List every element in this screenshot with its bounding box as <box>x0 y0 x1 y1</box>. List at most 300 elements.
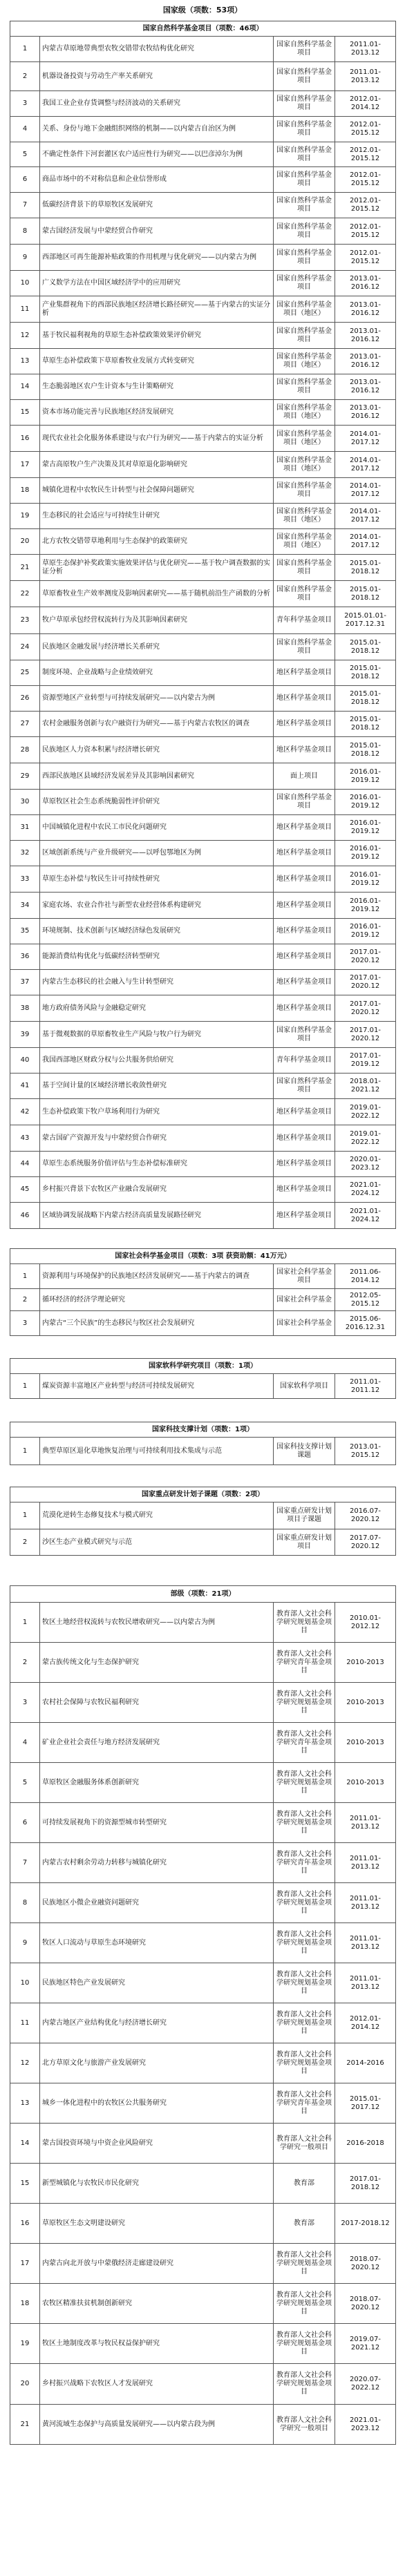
project-name: 城镇化进程中农牧民生计转型与社会保障问题研究 <box>40 478 274 504</box>
project-name: 区域创新系统与产业升级研究——以呼包鄂地区为例 <box>40 841 274 866</box>
project-name: 北方农牧交错带草地利用与生态保护的政策研究 <box>40 529 274 555</box>
project-source: 青年科学基金项目 <box>274 1048 335 1074</box>
project-name: 荒漠化逆转生态修复技术与模式研究 <box>40 1502 274 1529</box>
table-row <box>10 893 396 919</box>
table-row <box>10 1311 396 1336</box>
section-header-row <box>10 1586 396 1603</box>
project-name: 内蒙古地区产业结构优化与经济增长研究 <box>40 2003 274 2043</box>
table-row <box>10 2083 396 2124</box>
row-number: 23 <box>10 607 40 634</box>
row-number: 1 <box>10 1438 40 1465</box>
project-name: 基于空间计量的区域经济增长收敛性研究 <box>40 1074 274 1099</box>
project-source: 国家自然科学基金项目（地区） <box>274 452 335 478</box>
project-period: 2016.01-2019.12 <box>335 919 396 944</box>
project-period: 2017.01-2020.12 <box>335 970 396 995</box>
project-source: 教育部 <box>274 2204 335 2244</box>
project-name: 产业集群视角下的西部民族地区经济增长路径研究——基于内蒙古的实证分析 <box>40 296 274 323</box>
project-period: 2015.01-2018.12 <box>335 712 396 737</box>
project-period: 2015.01-2018.12 <box>335 634 396 660</box>
project-source: 国家科技支撑计划课题 <box>274 1438 335 1465</box>
project-period: 2015.01.01-2017.12.31 <box>335 607 396 634</box>
table-row <box>10 62 396 91</box>
project-name: 资本市场功能完善与民族地区经济发展研究 <box>40 400 274 426</box>
project-source: 教育部人文社会科学研究青年基金项目 <box>274 2083 335 2124</box>
row-number: 46 <box>10 1203 40 1229</box>
project-name: 牧区土地经营权流转与农牧民增收研究——以内蒙古为例 <box>40 1603 274 1643</box>
table-row <box>10 1099 396 1125</box>
project-table-5 <box>10 1487 396 1556</box>
project-name: 草原牧区金融服务体系创新研究 <box>40 1763 274 1803</box>
table-row <box>10 1374 396 1399</box>
project-name: 农村社会保障与农牧民福利研究 <box>40 1683 274 1723</box>
row-number: 17 <box>10 452 40 478</box>
row-number: 13 <box>10 349 40 374</box>
row-number: 11 <box>10 296 40 323</box>
project-source: 地区科学基金项目 <box>274 1203 335 1229</box>
row-number: 7 <box>10 193 40 218</box>
table-row <box>10 167 396 193</box>
table-row <box>10 763 396 790</box>
project-period: 2017.07-2020.12 <box>335 1529 396 1556</box>
project-period: 2015.01-2018.12 <box>335 686 396 712</box>
row-number: 38 <box>10 995 40 1022</box>
project-period: 2017.01-2019.12 <box>335 1048 396 1074</box>
project-name: 民族地区人力资本积累与经济增长研究 <box>40 737 274 763</box>
project-source: 国家自然科学基金项目 <box>274 323 335 349</box>
project-source: 国家自然科学基金项目 <box>274 37 335 62</box>
project-name: 蒙古国矿产资源开发与中蒙经贸合作研究 <box>40 1125 274 1152</box>
project-source: 地区科学基金项目 <box>274 919 335 944</box>
project-period: 2015.01-2017.12 <box>335 2083 396 2124</box>
project-period: 2010.01-2012.12 <box>335 1603 396 1643</box>
project-name: 制度环境、企业战略与企业绩效研究 <box>40 660 274 686</box>
row-number: 3 <box>10 1683 40 1723</box>
project-table-1 <box>10 21 396 1229</box>
table-row <box>10 2284 396 2324</box>
table-row <box>10 452 396 478</box>
project-period: 2013.01-2016.12 <box>335 323 396 349</box>
project-period: 2016.01-2019.12 <box>335 841 396 866</box>
project-period: 2011.01-2013.12 <box>335 1963 396 2003</box>
row-number: 18 <box>10 2284 40 2324</box>
table-row <box>10 660 396 686</box>
row-number: 26 <box>10 686 40 712</box>
row-number: 16 <box>10 2204 40 2244</box>
project-source: 地区科学基金项目 <box>274 686 335 712</box>
table-row <box>10 2204 396 2244</box>
row-number: 2 <box>10 62 40 91</box>
project-source: 国家社会科学基金项目 <box>274 1264 335 1289</box>
project-period: 2015.01-2018.12 <box>335 737 396 763</box>
project-period: 2017.01-2020.12 <box>335 1022 396 1048</box>
table-row <box>10 91 396 117</box>
table-row <box>10 2405 396 2445</box>
project-period: 2014.01-2017.12 <box>335 529 396 555</box>
row-number: 6 <box>10 1803 40 1843</box>
table-row <box>10 349 396 374</box>
row-number: 10 <box>10 1963 40 2003</box>
project-source: 国家自然科学基金项目 <box>274 1074 335 1099</box>
project-name: 蒙古高原牧户生产决策及其对草原退化影响研究 <box>40 452 274 478</box>
project-name: 城乡一体化进程中的农牧区公共服务研究 <box>40 2083 274 2124</box>
row-number: 35 <box>10 919 40 944</box>
table-row <box>10 296 396 323</box>
table-row <box>10 1438 396 1465</box>
row-number: 44 <box>10 1152 40 1177</box>
table-row <box>10 737 396 763</box>
project-name: 内蒙古向北开放与中蒙俄经济走廊建设研究 <box>40 2244 274 2284</box>
table-row <box>10 400 396 426</box>
page-title: 国家级（项数：53项） <box>162 6 243 15</box>
project-source: 国家自然科学基金项目 <box>274 634 335 660</box>
table-row <box>10 1643 396 1683</box>
project-source: 青年科学基金项目 <box>274 607 335 634</box>
row-number: 11 <box>10 2003 40 2043</box>
project-period: 2017.01-2020.12 <box>335 944 396 970</box>
row-number: 9 <box>10 1923 40 1963</box>
project-period: 2012.05-2015.12 <box>335 1289 396 1311</box>
project-source: 教育部人文社会科学研究规划基金项目 <box>274 1803 335 1843</box>
project-period: 2020.07-2022.12 <box>335 2364 396 2405</box>
table-row <box>10 2043 396 2083</box>
table-row <box>10 478 396 504</box>
project-source: 国家自然科学基金项目 <box>274 555 335 581</box>
row-number: 29 <box>10 763 40 790</box>
project-source: 教育部人文社会科学研究规划基金项目 <box>274 2043 335 2083</box>
project-table-4 <box>10 1422 396 1465</box>
table-row <box>10 944 396 970</box>
project-period: 2011.01-2013.12 <box>335 62 396 91</box>
project-name: 蒙古国投资环境与中资企业风险研究 <box>40 2124 274 2164</box>
table-row <box>10 1923 396 1963</box>
project-period: 2010-2013 <box>335 1723 396 1763</box>
project-name: 农牧区精准扶贫机制创新研究 <box>40 2284 274 2324</box>
project-period: 2017.01-2018.12 <box>335 2164 396 2204</box>
project-period: 2016.01-2019.12 <box>335 893 396 919</box>
project-name: 牧区人口流动与草原生态环境研究 <box>40 1923 274 1963</box>
project-source: 国家自然科学基金项目 <box>274 117 335 142</box>
project-source: 地区科学基金项目 <box>274 1125 335 1152</box>
project-period: 2012.01-2015.12 <box>335 245 396 271</box>
row-number: 4 <box>10 1723 40 1763</box>
table-row <box>10 1074 396 1099</box>
row-number: 1 <box>10 1264 40 1289</box>
project-name: 西部地区可再生能源补贴政策的作用机理与优化研究——以内蒙古为例 <box>40 245 274 271</box>
project-name: 牧户草原承包经营权流转行为及其影响因素研究 <box>40 607 274 634</box>
project-period: 2021.01-2024.12 <box>335 1177 396 1203</box>
table-row <box>10 2324 396 2364</box>
project-name: 我国工业企业存货调整与经济波动的关系研究 <box>40 91 274 117</box>
section-header-row <box>10 1422 396 1438</box>
project-name: 民族地区金融发展与经济增长关系研究 <box>40 634 274 660</box>
table-row <box>10 2003 396 2043</box>
table-row <box>10 529 396 555</box>
project-period: 2015.01-2018.12 <box>335 581 396 607</box>
project-source: 国家自然科学基金项目 <box>274 478 335 504</box>
project-source: 国家自然科学基金项目 <box>274 581 335 607</box>
row-number: 41 <box>10 1074 40 1099</box>
project-period: 2013.01-2016.12 <box>335 271 396 296</box>
project-name: 基于牧民福利视角的草原生态补偿政策效果评价研究 <box>40 323 274 349</box>
project-period: 2011.01-2013.12 <box>335 1923 396 1963</box>
row-number: 37 <box>10 970 40 995</box>
project-source: 国家自然科学基金项目 <box>274 271 335 296</box>
project-period: 2021.01-2023.12 <box>335 2405 396 2445</box>
project-name: 低碳经济背景下的草原牧区发展研究 <box>40 193 274 218</box>
project-name: 牧区土地制度改革与牧民权益保护研究 <box>40 2324 274 2364</box>
project-source: 面上项目 <box>274 763 335 790</box>
table-row <box>10 323 396 349</box>
project-period: 2012.01-2015.12 <box>335 117 396 142</box>
project-period: 2011.06-2014.12 <box>335 1264 396 1289</box>
project-name: 环境规制、技术创新与区域经济绿色发展研究 <box>40 919 274 944</box>
project-period: 2012.01-2015.12 <box>335 167 396 193</box>
project-period: 2012.01-2015.12 <box>335 218 396 245</box>
row-number: 4 <box>10 117 40 142</box>
project-name: 内蒙古生态移民的社会融入与生计转型研究 <box>40 970 274 995</box>
table-row <box>10 1963 396 2003</box>
project-period: 2014.01-2017.12 <box>335 478 396 504</box>
row-number: 31 <box>10 815 40 841</box>
row-number: 43 <box>10 1125 40 1152</box>
row-number: 45 <box>10 1177 40 1203</box>
project-source: 教育部人文社会科学研究规划基金项目 <box>274 1603 335 1643</box>
row-number: 19 <box>10 504 40 529</box>
project-table-6 <box>10 1585 396 2445</box>
project-period: 2013.01-2016.12 <box>335 374 396 400</box>
table-row <box>10 117 396 142</box>
project-name: 可持续发展视角下的资源型城市转型研究 <box>40 1803 274 1843</box>
project-source: 教育部人文社会科学研究一般项目 <box>274 2124 335 2164</box>
row-number: 12 <box>10 323 40 349</box>
table-row <box>10 581 396 607</box>
project-name: 家庭农场、农业合作社与新型农业经营体系构建研究 <box>40 893 274 919</box>
project-source: 地区科学基金项目 <box>274 866 335 893</box>
table-row <box>10 1125 396 1152</box>
section-header-row <box>10 1487 396 1502</box>
table-row <box>10 712 396 737</box>
project-period: 2012.01-2015.12 <box>335 142 396 167</box>
project-name: 典型草原区退化草地恢复治理与可持续利用技术集成与示范 <box>40 1438 274 1465</box>
row-number: 20 <box>10 2364 40 2405</box>
row-number: 19 <box>10 2324 40 2364</box>
project-source: 地区科学基金项目 <box>274 660 335 686</box>
project-period: 2013.01-2016.12 <box>335 400 396 426</box>
project-source: 地区科学基金项目 <box>274 944 335 970</box>
project-period: 2015.01-2018.12 <box>335 555 396 581</box>
table-row <box>10 970 396 995</box>
project-source: 国家自然科学基金项目 <box>274 245 335 271</box>
table-row <box>10 841 396 866</box>
project-source: 教育部人文社会科学研究规划基金项目 <box>274 2324 335 2364</box>
project-period: 2013.01-2016.12 <box>335 296 396 323</box>
project-source: 国家自然科学基金项目（地区） <box>274 296 335 323</box>
table-row <box>10 504 396 529</box>
project-name: 机器设备投资与劳动生产率关系研究 <box>40 62 274 91</box>
project-source: 教育部人文社会科学研究规划基金项目 <box>274 2244 335 2284</box>
row-number: 14 <box>10 374 40 400</box>
table-row <box>10 607 396 634</box>
table-row <box>10 2244 396 2284</box>
table-row <box>10 995 396 1022</box>
project-period: 2010-2013 <box>335 1643 396 1683</box>
project-source: 国家自然科学基金项目 <box>274 193 335 218</box>
project-source: 国家自然科学基金项目 <box>274 142 335 167</box>
project-period: 2016.01-2019.12 <box>335 815 396 841</box>
table-row <box>10 37 396 62</box>
project-period: 2017.01-2020.12 <box>335 995 396 1022</box>
section-header-row <box>10 21 396 37</box>
section-title: 国家自然科学基金项目（项数：46项） <box>10 21 396 37</box>
table-row <box>10 2164 396 2204</box>
row-number: 16 <box>10 426 40 452</box>
project-source: 国家社会科学基金 <box>274 1289 335 1311</box>
project-source: 国家自然科学基金项目 <box>274 218 335 245</box>
project-source: 国家自然科学基金项目 <box>274 167 335 193</box>
row-number: 1 <box>10 1374 40 1399</box>
row-number: 21 <box>10 2405 40 2445</box>
project-name: 不确定性条件下河套灌区农户适应性行为研究——以巴彦淖尔为例 <box>40 142 274 167</box>
project-table-2 <box>10 1248 396 1336</box>
row-number: 15 <box>10 400 40 426</box>
project-name: 区域协调发展战略下内蒙古经济高质量发展路径研究 <box>40 1203 274 1229</box>
project-period: 2018.07-2020.12 <box>335 2244 396 2284</box>
table-row <box>10 2124 396 2164</box>
project-period: 2011.01-2013.12 <box>335 37 396 62</box>
project-period: 2018.01-2021.12 <box>335 1074 396 1099</box>
project-source: 教育部人文社会科学研究规划基金项目 <box>274 1763 335 1803</box>
row-number: 18 <box>10 478 40 504</box>
project-name: 能源消费结构优化与低碳经济转型研究 <box>40 944 274 970</box>
project-name: 内蒙古草原地带典型农牧交错带农牧结构优化研究 <box>40 37 274 62</box>
project-source: 地区科学基金项目 <box>274 893 335 919</box>
project-period: 2011.01-2013.12 <box>335 1803 396 1843</box>
project-name: 沙区生态产业模式研究与示范 <box>40 1529 274 1556</box>
project-name: 草原牧区生态文明建设研究 <box>40 2204 274 2244</box>
project-period: 2012.01-2014.12 <box>335 2003 396 2043</box>
table-row <box>10 1883 396 1923</box>
project-source: 国家自然科学基金项目（地区） <box>274 349 335 374</box>
row-number: 17 <box>10 2244 40 2284</box>
project-name: 蒙古国经济发展与中蒙经贸合作研究 <box>40 218 274 245</box>
project-table-3 <box>10 1358 396 1399</box>
table-row <box>10 1289 396 1311</box>
table-row <box>10 634 396 660</box>
project-name: 草原生态补偿政策下草原畜牧业发展方式转变研究 <box>40 349 274 374</box>
project-name: 农村金融服务创新与农户融资行为研究——基于内蒙古农牧区的调查 <box>40 712 274 737</box>
project-name: 中国城镇化进程中农民工市民化问题研究 <box>40 815 274 841</box>
project-source: 教育部人文社会科学研究规划基金项目 <box>274 1963 335 2003</box>
section-title: 国家软科学研究项目（项数：1项） <box>10 1359 396 1374</box>
project-period: 2013.01-2015.12 <box>335 1438 396 1465</box>
row-number: 24 <box>10 634 40 660</box>
row-number: 22 <box>10 581 40 607</box>
project-source: 教育部人文社会科学研究青年基金项目 <box>274 1723 335 1763</box>
row-number: 12 <box>10 2043 40 2083</box>
table-row <box>10 815 396 841</box>
project-name: 生态补偿政策下牧户草场利用行为研究 <box>40 1099 274 1125</box>
table-row <box>10 686 396 712</box>
project-period: 2016-2018 <box>335 2124 396 2164</box>
section-header-row <box>10 1249 396 1264</box>
table-row <box>10 1843 396 1883</box>
project-source: 地区科学基金项目 <box>274 1152 335 1177</box>
project-source: 国家自然科学基金项目 <box>274 62 335 91</box>
project-name: 黄河流域生态保护与高质量发展研究——以内蒙古段为例 <box>40 2405 274 2445</box>
table-row <box>10 1022 396 1048</box>
section-header-row <box>10 1359 396 1374</box>
project-period: 2012.01-2014.12 <box>335 91 396 117</box>
project-name: 草原生态保护补奖政策实施效果评估与优化研究——基于牧户调查数据的实证分析 <box>40 555 274 581</box>
project-source: 教育部人文社会科学研究规划基金项目 <box>274 1883 335 1923</box>
project-source: 地区科学基金项目 <box>274 841 335 866</box>
row-number: 2 <box>10 1529 40 1556</box>
project-period: 2020.01-2023.12 <box>335 1152 396 1177</box>
project-period: 2011.01-2013.12 <box>335 1843 396 1883</box>
table-row <box>10 193 396 218</box>
table-row <box>10 1763 396 1803</box>
project-name: 煤炭资源丰富地区产业转型与经济可持续发展研究 <box>40 1374 274 1399</box>
table-row <box>10 790 396 815</box>
row-number: 1 <box>10 37 40 62</box>
row-number: 25 <box>10 660 40 686</box>
row-number: 27 <box>10 712 40 737</box>
section-title: 国家科技支撑计划（项数：1项） <box>10 1422 396 1438</box>
project-source: 国家重点研发计划项目 <box>274 1529 335 1556</box>
table-row <box>10 1723 396 1763</box>
project-source: 教育部人文社会科学研究规划基金项目 <box>274 2364 335 2405</box>
project-name: 循环经济的经济学理论研究 <box>40 1289 274 1311</box>
row-number: 34 <box>10 893 40 919</box>
table-row <box>10 1502 396 1529</box>
project-source: 国家自然科学基金项目（地区） <box>274 504 335 529</box>
project-source: 地区科学基金项目 <box>274 712 335 737</box>
project-name: 草原牧区社会生态系统脆弱性评价研究 <box>40 790 274 815</box>
project-period: 2016.01-2019.12 <box>335 763 396 790</box>
project-period: 2019.07-2021.12 <box>335 2324 396 2364</box>
table-row <box>10 1603 396 1643</box>
project-source: 教育部 <box>274 2164 335 2204</box>
row-number: 36 <box>10 944 40 970</box>
table-row <box>10 426 396 452</box>
row-number: 5 <box>10 142 40 167</box>
row-number: 8 <box>10 1883 40 1923</box>
project-name: 内蒙古农村剩余劳动力转移与城镇化研究 <box>40 1843 274 1883</box>
row-number: 9 <box>10 245 40 271</box>
project-source: 地区科学基金项目 <box>274 737 335 763</box>
project-name: 地方政府债务风险与金融稳定研究 <box>40 995 274 1022</box>
project-period: 2010-2013 <box>335 1683 396 1723</box>
table-row <box>10 1264 396 1289</box>
project-period: 2011.01-2013.12 <box>335 1883 396 1923</box>
project-name: 资源型地区产业转型与可持续发展研究——以内蒙古为例 <box>40 686 274 712</box>
project-period: 2014.01-2017.12 <box>335 504 396 529</box>
table-row <box>10 1529 396 1556</box>
row-number: 2 <box>10 1643 40 1683</box>
table-row <box>10 374 396 400</box>
project-source: 国家社会科学基金 <box>274 1311 335 1336</box>
row-number: 10 <box>10 271 40 296</box>
project-name: 生态移民的社会适应与可持续生计研究 <box>40 504 274 529</box>
table-row <box>10 245 396 271</box>
row-number: 20 <box>10 529 40 555</box>
project-source: 国家自然科学基金项目 <box>274 374 335 400</box>
project-name: 新型城镇化与农牧民市民化研究 <box>40 2164 274 2204</box>
row-number: 5 <box>10 1763 40 1803</box>
project-name: 广义数学方法在中国区域经济学中的应用研究 <box>40 271 274 296</box>
project-period: 2016.01-2019.12 <box>335 866 396 893</box>
project-name: 资源利用与环境保护的民族地区经济发展研究——基于内蒙古的调查 <box>40 1264 274 1289</box>
